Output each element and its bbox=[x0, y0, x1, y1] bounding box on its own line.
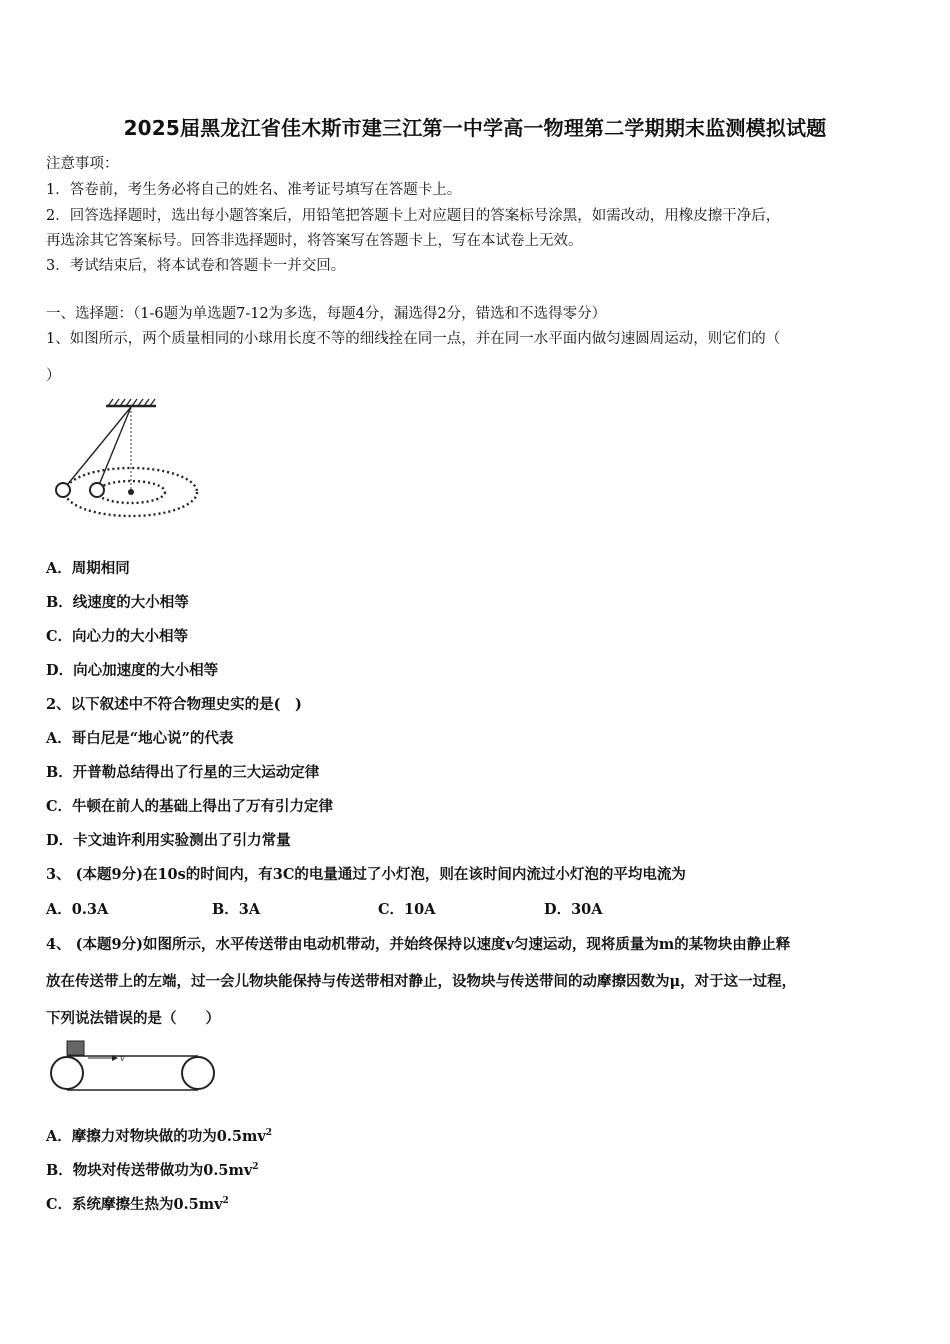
ball-inner bbox=[90, 483, 104, 497]
page-title: 2025届黑龙江省佳木斯市建三江第一中学高一物理第二学期期末监测模拟试题 bbox=[123, 116, 827, 140]
q1-option-c: C．向心力的大小相等 bbox=[46, 628, 189, 645]
q4-option-b: B．物块对传送带做功为$0.5mv^2$ bbox=[46, 1162, 259, 1179]
ball-outer bbox=[56, 483, 70, 497]
q3-option-d: D．30A bbox=[544, 901, 603, 918]
q2-option-b: B．开普勒总结得出了行星的三大运动定律 bbox=[46, 764, 320, 781]
notice-item: 再选涂其它答案标号。回答非选择题时，将答案写在答题卡上，写在本试卷上无效。 bbox=[46, 233, 583, 249]
q3-option-b: B．3A bbox=[212, 901, 261, 918]
q3-option-c: C．10A bbox=[378, 901, 436, 918]
q4-option-a: A．摩擦力对物块做的功为$0.5mv^2$ bbox=[46, 1128, 273, 1145]
question-3-stem: 3、 (本题9分)在10s的时间内，有3C的电量通过了小灯泡，则在该时间内流过小灯泡的平均电流为 bbox=[46, 866, 686, 883]
q1-option-b: B．线速度的大小相等 bbox=[46, 594, 189, 611]
question-4-stem: 4、 (本题9分)如图所示，水平传送带由电动机带动，并始终保持以速度v匀速运动，现将质量为m的某物块由静止释 bbox=[46, 936, 791, 953]
question-2-stem: 2、以下叙述中不符合物理史实的是( ) bbox=[46, 696, 302, 713]
q1-option-a: A．周期相同 bbox=[46, 560, 130, 577]
q3-options bbox=[46, 898, 603, 919]
q2-option-d: D．卡文迪许利用实验测出了引力常量 bbox=[46, 832, 291, 849]
conical-pendulum-figure bbox=[50, 398, 200, 522]
notice-item: 2．回答选择题时，选出每小题答案后，用铅笔把答题卡上对应题目的答案标号涂黑，如需改动，用橡皮擦干净后， bbox=[46, 208, 781, 224]
right-pulley bbox=[182, 1057, 214, 1089]
notice-heading: 注意事项： bbox=[46, 156, 119, 172]
long-string bbox=[63, 407, 131, 490]
question-1-stem: 1、如图所示，两个质量相同的小球用长度不等的细线拴在同一点，并在同一水平面内做匀速圆周运动，则它们的（ bbox=[46, 331, 781, 347]
short-string bbox=[97, 407, 131, 490]
q2-option-a: A．哥白尼是“地心说”的代表 bbox=[46, 730, 234, 747]
q2-option-c: C．牛顿在前人的基础上得出了万有引力定律 bbox=[46, 798, 334, 815]
section-heading: 一、选择题：（1-6题为单选题7-12为多选，每题4分，漏选得2分，错选和不选得零分） bbox=[46, 306, 607, 322]
q3-option-a: A．0.3A bbox=[46, 901, 109, 918]
velocity-label: v bbox=[120, 1054, 125, 1063]
center-point bbox=[128, 489, 134, 495]
question-4-stem-cont: 下列说法错误的是（ ） bbox=[46, 1010, 220, 1027]
notice-item: 3．考试结束后，将本试卷和答题卡一并交回。 bbox=[46, 258, 346, 274]
conveyor-belt-figure bbox=[48, 1038, 220, 1094]
notice-item: 1．答卷前，考生务必将自己的姓名、准考证号填写在答题卡上。 bbox=[46, 182, 462, 198]
left-pulley bbox=[51, 1057, 83, 1089]
question-4-stem-cont: 放在传送带上的左端，过一会儿物块能保持与传送带相对静止，设物块与传送带间的动摩擦因数为μ，对于这一过程， bbox=[46, 973, 797, 990]
block bbox=[67, 1041, 84, 1055]
q1-option-d: D．向心加速度的大小相等 bbox=[46, 662, 219, 679]
q4-option-c: C．系统摩擦生热为$0.5mv^2$ bbox=[46, 1196, 229, 1213]
question-1-stem-cont: ） bbox=[46, 368, 61, 384]
